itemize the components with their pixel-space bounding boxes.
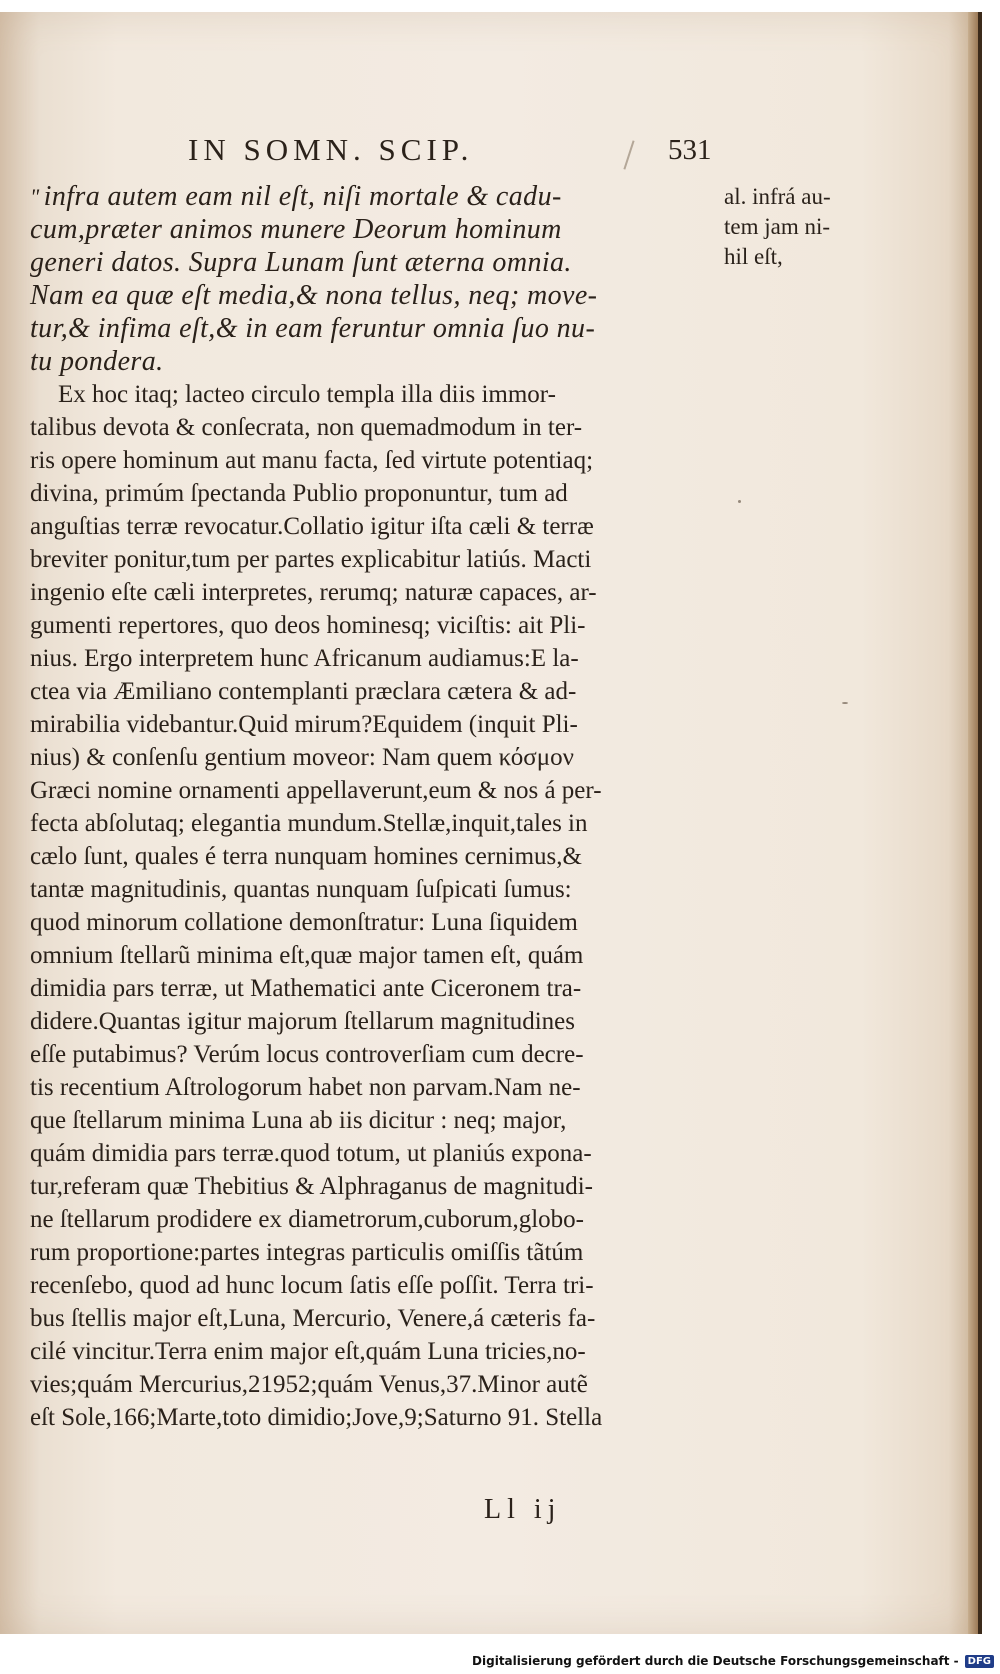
footer-credit [472, 1654, 994, 1668]
body-line: ctea via Æmiliano contemplanti præclara cætera & ad- [30, 678, 577, 705]
page-number: 531 [668, 134, 712, 166]
quoted-line: Nam ea quæ eſt media,& nona tellus, neq; move- [30, 280, 598, 311]
body-line: Græci nomine ornamenti appellaverunt,eum & nos á per- [30, 777, 602, 804]
book-page [0, 12, 982, 1634]
running-head: IN SOMN. SCIP. [188, 132, 474, 167]
ink-speck [738, 500, 741, 503]
body-line: ingenio eſte cæli interpretes, rerumq; naturæ capaces, ar- [30, 579, 597, 606]
body-line: mirabilia videbantur.Quid mirum?Equidem (inquit Pli- [30, 711, 578, 738]
body-line: dimidia pars terræ, ut Mathematici ante Ciceronem tra- [30, 975, 582, 1002]
body-line: nius. Ergo interpretem hunc Africanum audiamus:E la- [30, 645, 579, 672]
quoted-line: cum,præter animos munere Deorum hominum [30, 214, 562, 245]
margin-note [724, 182, 874, 272]
body-line: ne ſtellarum prodidere ex diametrorum,cuborum,globo- [30, 1206, 584, 1233]
body-line: eſt Sole,166;Marte,toto dimidio;Jove,9;Saturno 91. Stella [30, 1404, 603, 1431]
quote-mark: " [30, 184, 40, 209]
body-line: talibus devota & conſecrata, non quemadmodum in ter- [30, 414, 583, 441]
ink-speck [842, 702, 848, 704]
body-line: recenſebo, quod ad hunc locum ſatis eſſe poſſit. Terra tri- [30, 1272, 594, 1299]
main-text-block [30, 180, 710, 1434]
body-line: bus ſtellis major eſt,Luna, Mercurio, Venere,á cæteris fa- [30, 1305, 596, 1332]
margin-note-line: hil eſt, [724, 244, 783, 269]
page-edge [968, 12, 978, 1634]
margin-note-line: tem jam ni- [724, 214, 831, 239]
body-line: Ex hoc itaq; lacteo circulo templa illa diis immor- [58, 381, 556, 408]
body-line: tis recentium Aſtrologorum habet non parvam.Nam ne- [30, 1074, 581, 1101]
quoted-line: generi datos. Supra Lunam ſunt æterna omnia. [30, 247, 572, 278]
body-line: que ſtellarum minima Luna ab iis dicitur : neq; major, [30, 1107, 567, 1134]
quoted-line: tu pondera. [30, 346, 164, 377]
body-line: divina, primúm ſpectanda Publio proponuntur, tum ad [30, 480, 568, 507]
body-line: quod minorum collatione demonſtratur: Luna ſiquidem [30, 909, 578, 936]
body-line: tantæ magnitudinis, quantas nunquam ſuſpicati ſumus: [30, 876, 572, 903]
ink-stroke-mark [623, 140, 634, 169]
body-line: ris opere hominum aut manu facta, ſed virtute potentiaq; [30, 447, 594, 474]
body-line: didere.Quantas igitur majorum ſtellarum magnitudines [30, 1008, 576, 1035]
body-line: anguſtias terræ revocatur.Collatio igitur iſta cæli & terræ [30, 513, 594, 540]
quoted-line [30, 180, 710, 213]
quoted-line-text: infra autem eam nil eſt, niſi mortale & cadu- [43, 181, 562, 212]
signature-mark: Ll ij [484, 1494, 562, 1525]
body-line: omnium ſtellarũ minima eſt,quæ major tamen eſt, quám [30, 942, 584, 969]
body-line: rum proportione:partes integras particulis omiſſis tãtúm [30, 1239, 584, 1266]
body-line: gumenti repertores, quo deos hominesq; viciſtis: ait Pli- [30, 612, 586, 639]
body-line: eſſe putabimus? Verúm locus controverſiam cum decre- [30, 1041, 584, 1068]
dfg-logo-icon: DFG [965, 1655, 994, 1668]
body-line: breviter ponitur,tum per partes explicabitur latiús. Macti [30, 546, 592, 573]
body-line: fecta abſolutaq; elegantia mundum.Stellæ,inquit,tales in [30, 810, 588, 837]
body-line: nius) & conſenſu gentium moveor: Nam quem κόσμον [30, 744, 574, 771]
body-line: vies;quám Mercurius,21952;quám Venus,37.Minor autẽ [30, 1371, 588, 1398]
margin-note-line: al. infrá au- [724, 184, 831, 209]
body-line: quám dimidia pars terræ.quod totum, ut planiús expona- [30, 1140, 592, 1167]
body-line: cilé vincitur.Terra enim major eſt,quám Luna tricies,no- [30, 1338, 586, 1365]
body-line: cælo ſunt, quales é terra nunquam homines cernimus,& [30, 843, 582, 870]
quoted-line: tur,& infima eſt,& in eam feruntur omnia ſuo nu- [30, 313, 596, 344]
body-line: tur,referam quæ Thebitius & Alphraganus de magnitudi- [30, 1173, 594, 1200]
footer-credit-text: Digitalisierung gefördert durch die Deutsche Forschungsgemeinschaft - [472, 1654, 959, 1668]
